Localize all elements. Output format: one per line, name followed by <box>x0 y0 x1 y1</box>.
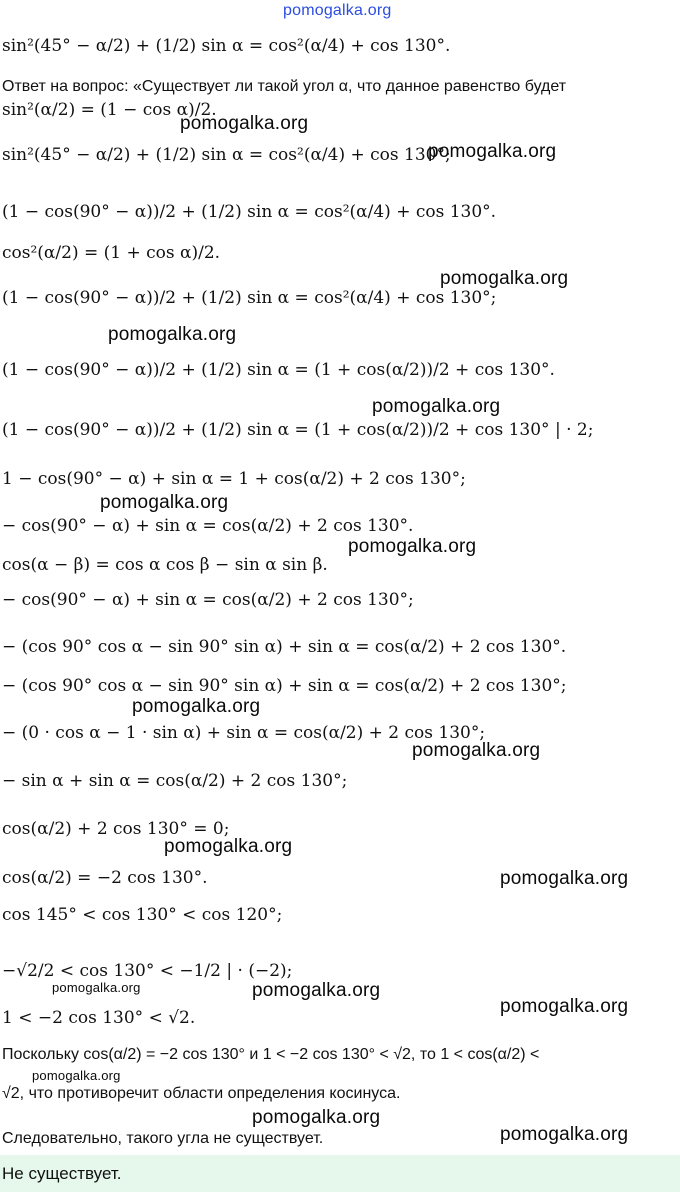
solution-line-5: (1 − cos(90° − α))/2 + (1/2) sin α = cos²(α/4) + cos 130°. <box>2 202 497 222</box>
site-watermark-header: pomogalka.org <box>283 2 392 19</box>
solution-line-22: 1 < −2 cos 130° < √2. <box>2 1008 196 1028</box>
watermark: pomogalka.org <box>108 324 237 345</box>
watermark: pomogalka.org <box>252 980 381 1001</box>
solution-line-10: 1 − cos(90° − α) + sin α = 1 + cos(α/2) + 2 cos 130°; <box>2 469 466 489</box>
solution-line-16: − (0 · cos α − 1 · sin α) + sin α = cos(α/2) + 2 cos 130°; <box>2 723 486 743</box>
watermark: pomogalka.org <box>412 740 541 761</box>
solution-line-7: (1 − cos(90° − α))/2 + (1/2) sin α = cos²(α/4) + cos 130°; <box>2 288 497 308</box>
watermark: pomogalka.org <box>428 141 557 162</box>
watermark: pomogalka.org <box>100 492 229 513</box>
solution-line-25: Следовательно, такого угла не существует. <box>2 1130 324 1147</box>
watermark: pomogalka.org <box>372 396 501 417</box>
solution-line-17: − sin α + sin α = cos(α/2) + 2 cos 130°; <box>2 771 348 791</box>
solution-line-13: − cos(90° − α) + sin α = cos(α/2) + 2 cos 130°; <box>2 590 414 610</box>
watermark: pomogalka.org <box>132 696 261 717</box>
solution-line-9: (1 − cos(90° − α))/2 + (1/2) sin α = (1 + cos(α/2))/2 + cos 130° | · 2; <box>2 420 594 440</box>
watermark: pomogalka.org <box>348 536 477 557</box>
solution-line-19: cos(α/2) = −2 cos 130°. <box>2 868 208 888</box>
solution-line-24: √2, что противоречит области определения косинуса. <box>2 1085 401 1102</box>
solution-line-20: cos 145° < cos 130° < cos 120°; <box>2 905 283 925</box>
watermark: pomogalka.org <box>164 836 293 857</box>
solution-line-21: −√2/2 < cos 130° < −1/2 | · (−2); <box>2 961 293 981</box>
watermark: pomogalka.org <box>500 1124 629 1145</box>
solution-line-2: Ответ на вопрос: «Существует ли такой угол α, что данное равенство будет <box>2 78 567 95</box>
watermark-small: pomogalka.org <box>32 1068 121 1083</box>
watermark: pomogalka.org <box>500 996 629 1017</box>
watermark: pomogalka.org <box>500 868 629 889</box>
solution-line-23: Поскольку cos(α/2) = −2 cos 130° и 1 < −2 cos 130° < √2, то 1 < cos(α/2) < <box>2 1046 540 1063</box>
watermark: pomogalka.org <box>252 1107 381 1128</box>
solution-line-12: cos(α − β) = cos α cos β − sin α sin β. <box>2 555 328 575</box>
solution-line-11: − cos(90° − α) + sin α = cos(α/2) + 2 cos 130°. <box>2 516 414 536</box>
watermark: pomogalka.org <box>180 113 309 134</box>
watermark-small: pomogalka.org <box>52 980 141 995</box>
solution-line-6: cos²(α/2) = (1 + cos α)/2. <box>2 243 221 263</box>
solution-line-18: cos(α/2) + 2 cos 130° = 0; <box>2 819 230 839</box>
solution-line-8: (1 − cos(90° − α))/2 + (1/2) sin α = (1 + cos(α/2))/2 + cos 130°. <box>2 360 555 380</box>
watermark: pomogalka.org <box>440 268 569 289</box>
solution-line-14: − (cos 90° cos α − sin 90° sin α) + sin α = cos(α/2) + 2 cos 130°. <box>2 637 567 657</box>
solution-line-3: sin²(α/2) = (1 − cos α)/2. <box>2 100 217 120</box>
answer-text: Не существует. <box>2 1164 122 1183</box>
answer-banner <box>0 1155 680 1192</box>
solution-line-1: sin²(45° − α/2) + (1/2) sin α = cos²(α/4) + cos 130°. <box>2 36 451 56</box>
solution-line-4: sin²(45° − α/2) + (1/2) sin α = cos²(α/4) + cos 130°; <box>2 145 451 165</box>
solution-line-15: − (cos 90° cos α − sin 90° sin α) + sin α = cos(α/2) + 2 cos 130°; <box>2 676 567 696</box>
